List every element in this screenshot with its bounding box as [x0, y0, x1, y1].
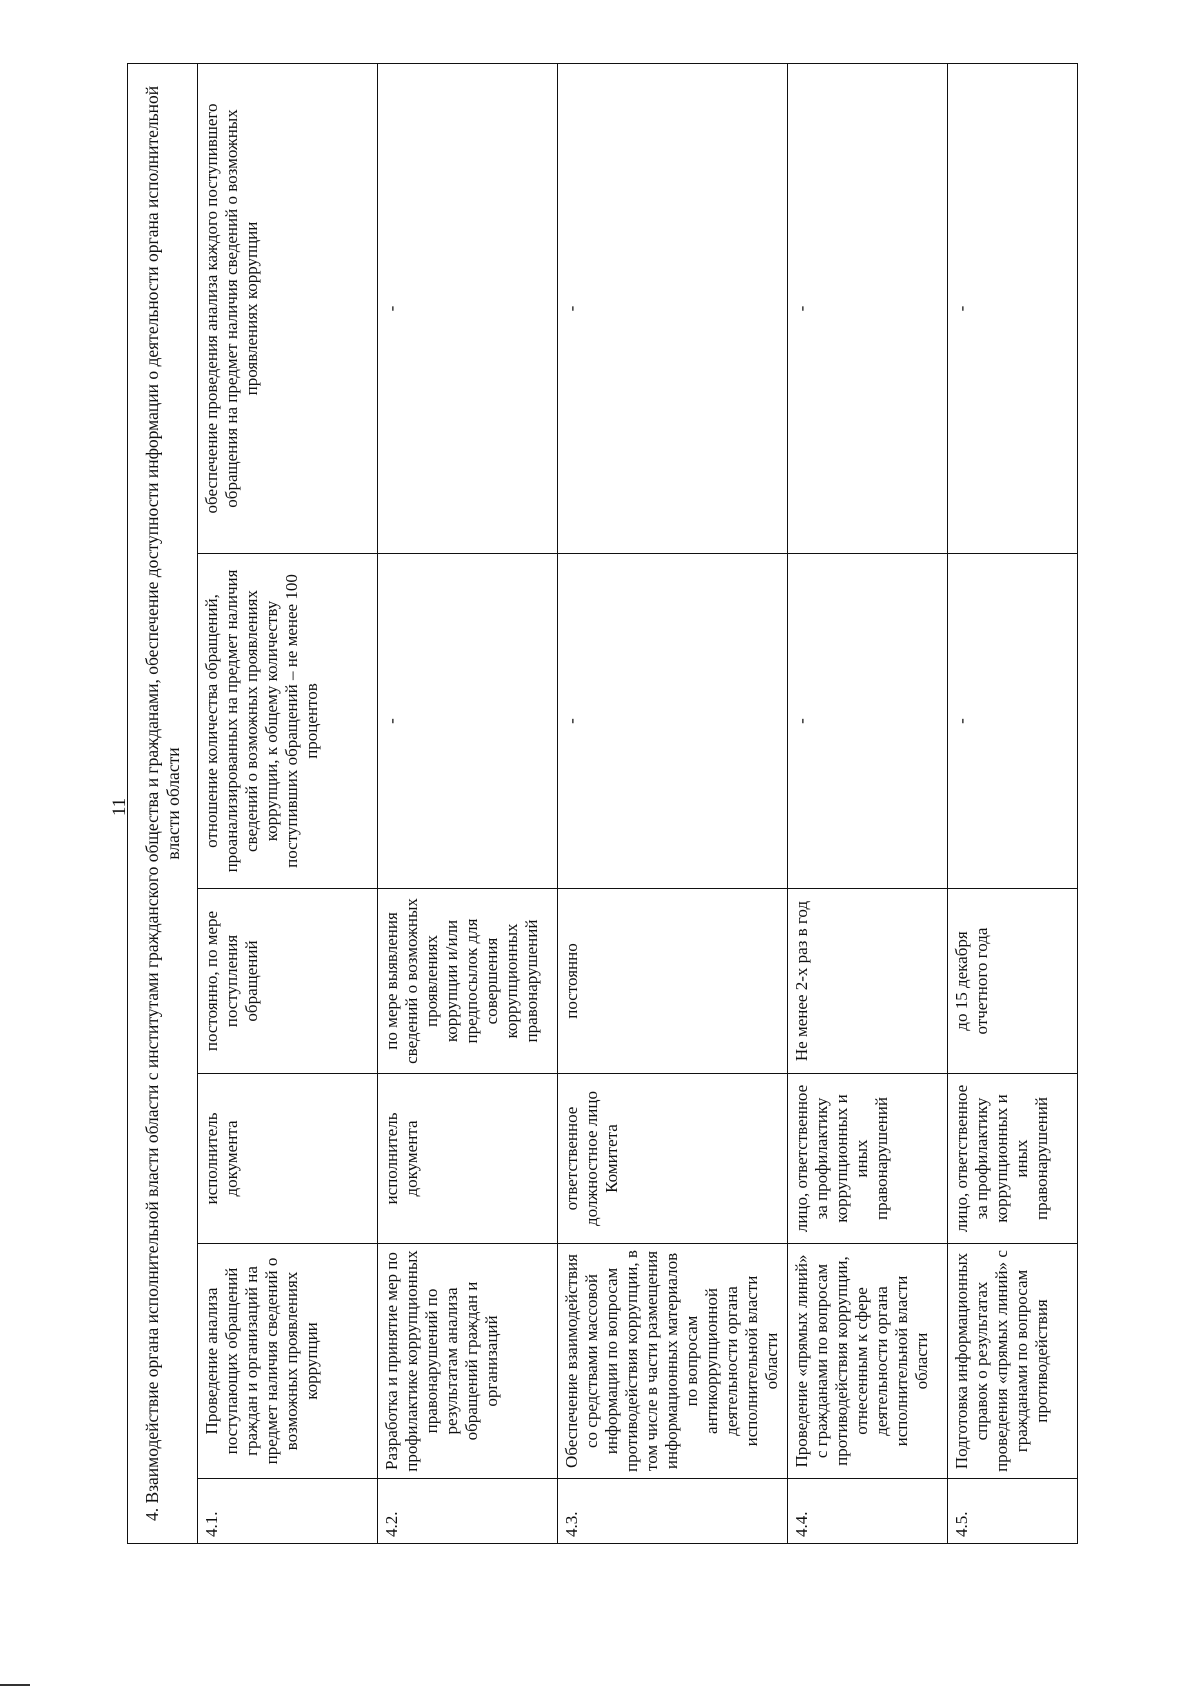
table-row — [378, 63, 558, 1543]
indicator-cell: - — [378, 554, 558, 889]
indicator-cell: - — [947, 554, 1077, 889]
deadline-cell: постоянно — [558, 889, 788, 1074]
deadline-cell: Не менее 2-х раз в год — [787, 889, 947, 1074]
row-number: 4.1. — [198, 1479, 378, 1544]
measure-cell: Проведение анализа поступающих обращений граждан и организаций на предмет наличия сведений о возможных проявлениях коррупции — [198, 1244, 378, 1479]
table-row — [198, 63, 378, 1543]
deadline-cell: до 15 декабря отчетного года — [947, 889, 1077, 1074]
table-row — [787, 63, 947, 1543]
measure-cell: Проведение «прямых линий» с гражданами по вопросам противодействия коррупции, отнесенным к сфере деятельности органа исполнительной власти области — [787, 1244, 947, 1479]
result-cell: - — [787, 63, 947, 553]
section-header-row — [128, 63, 198, 1543]
measure-cell: Разработка и принятие мер по профилактике коррупционных правонарушений по результатам анализа обращений граждан и организаций — [378, 1244, 558, 1479]
table-row — [947, 63, 1077, 1543]
scan-mark — [0, 1684, 30, 1686]
result-cell: - — [947, 63, 1077, 553]
deadline-cell: постоянно, по мере поступления обращений — [198, 889, 378, 1074]
rotated-table-container — [127, 64, 1072, 1544]
row-number: 4.4. — [787, 1479, 947, 1544]
result-cell: обеспечение проведения анализа каждого поступившего обращения на предмет наличия сведений о возможных проявлениях коррупции — [198, 63, 378, 553]
page-number: 11 — [109, 797, 130, 817]
executor-cell: исполнитель документа — [198, 1074, 378, 1244]
executor-cell: лицо, ответственное за профилактику коррупционных и иных правонарушений — [947, 1074, 1077, 1244]
table-row — [558, 63, 788, 1543]
section-title: 4. Взаимодействие органа исполнительной власти области с институтами гражданского общества и гражданами, обеспечение доступности информации о деятельности органа исполнительной власти области — [128, 63, 198, 1543]
indicator-cell: отношение количества обращений, проанализированных на предмет наличия сведений о возможных проявлениях коррупции, к общему количеству поступивших обращений – не менее 100 процентов — [198, 554, 378, 889]
indicator-cell: - — [787, 554, 947, 889]
indicator-cell: - — [558, 554, 788, 889]
row-number: 4.5. — [947, 1479, 1077, 1544]
measures-table — [127, 63, 1078, 1544]
row-number: 4.2. — [378, 1479, 558, 1544]
row-number: 4.3. — [558, 1479, 788, 1544]
executor-cell: лицо, ответственное за профилактику коррупционных и иных правонарушений — [787, 1074, 947, 1244]
measure-cell: Обеспечение взаимодействия со средствами массовой информации по вопросам противодействия коррупции, в том числе в части размещения информационных материалов по вопросам антикоррупционной деятельности органа исполнительной власти области — [558, 1244, 788, 1479]
result-cell: - — [378, 63, 558, 553]
executor-cell: исполнитель документа — [378, 1074, 558, 1244]
executor-cell: ответственное должностное лицо Комитета — [558, 1074, 788, 1244]
result-cell: - — [558, 63, 788, 553]
deadline-cell: по мере выявления сведений о возможных проявлениях коррупции и/или предпосылок для совершения коррупционных правонарушений — [378, 889, 558, 1074]
measure-cell: Подготовка информационных справок о результатах проведения «прямых линий» с гражданами по вопросам противодействия — [947, 1244, 1077, 1479]
